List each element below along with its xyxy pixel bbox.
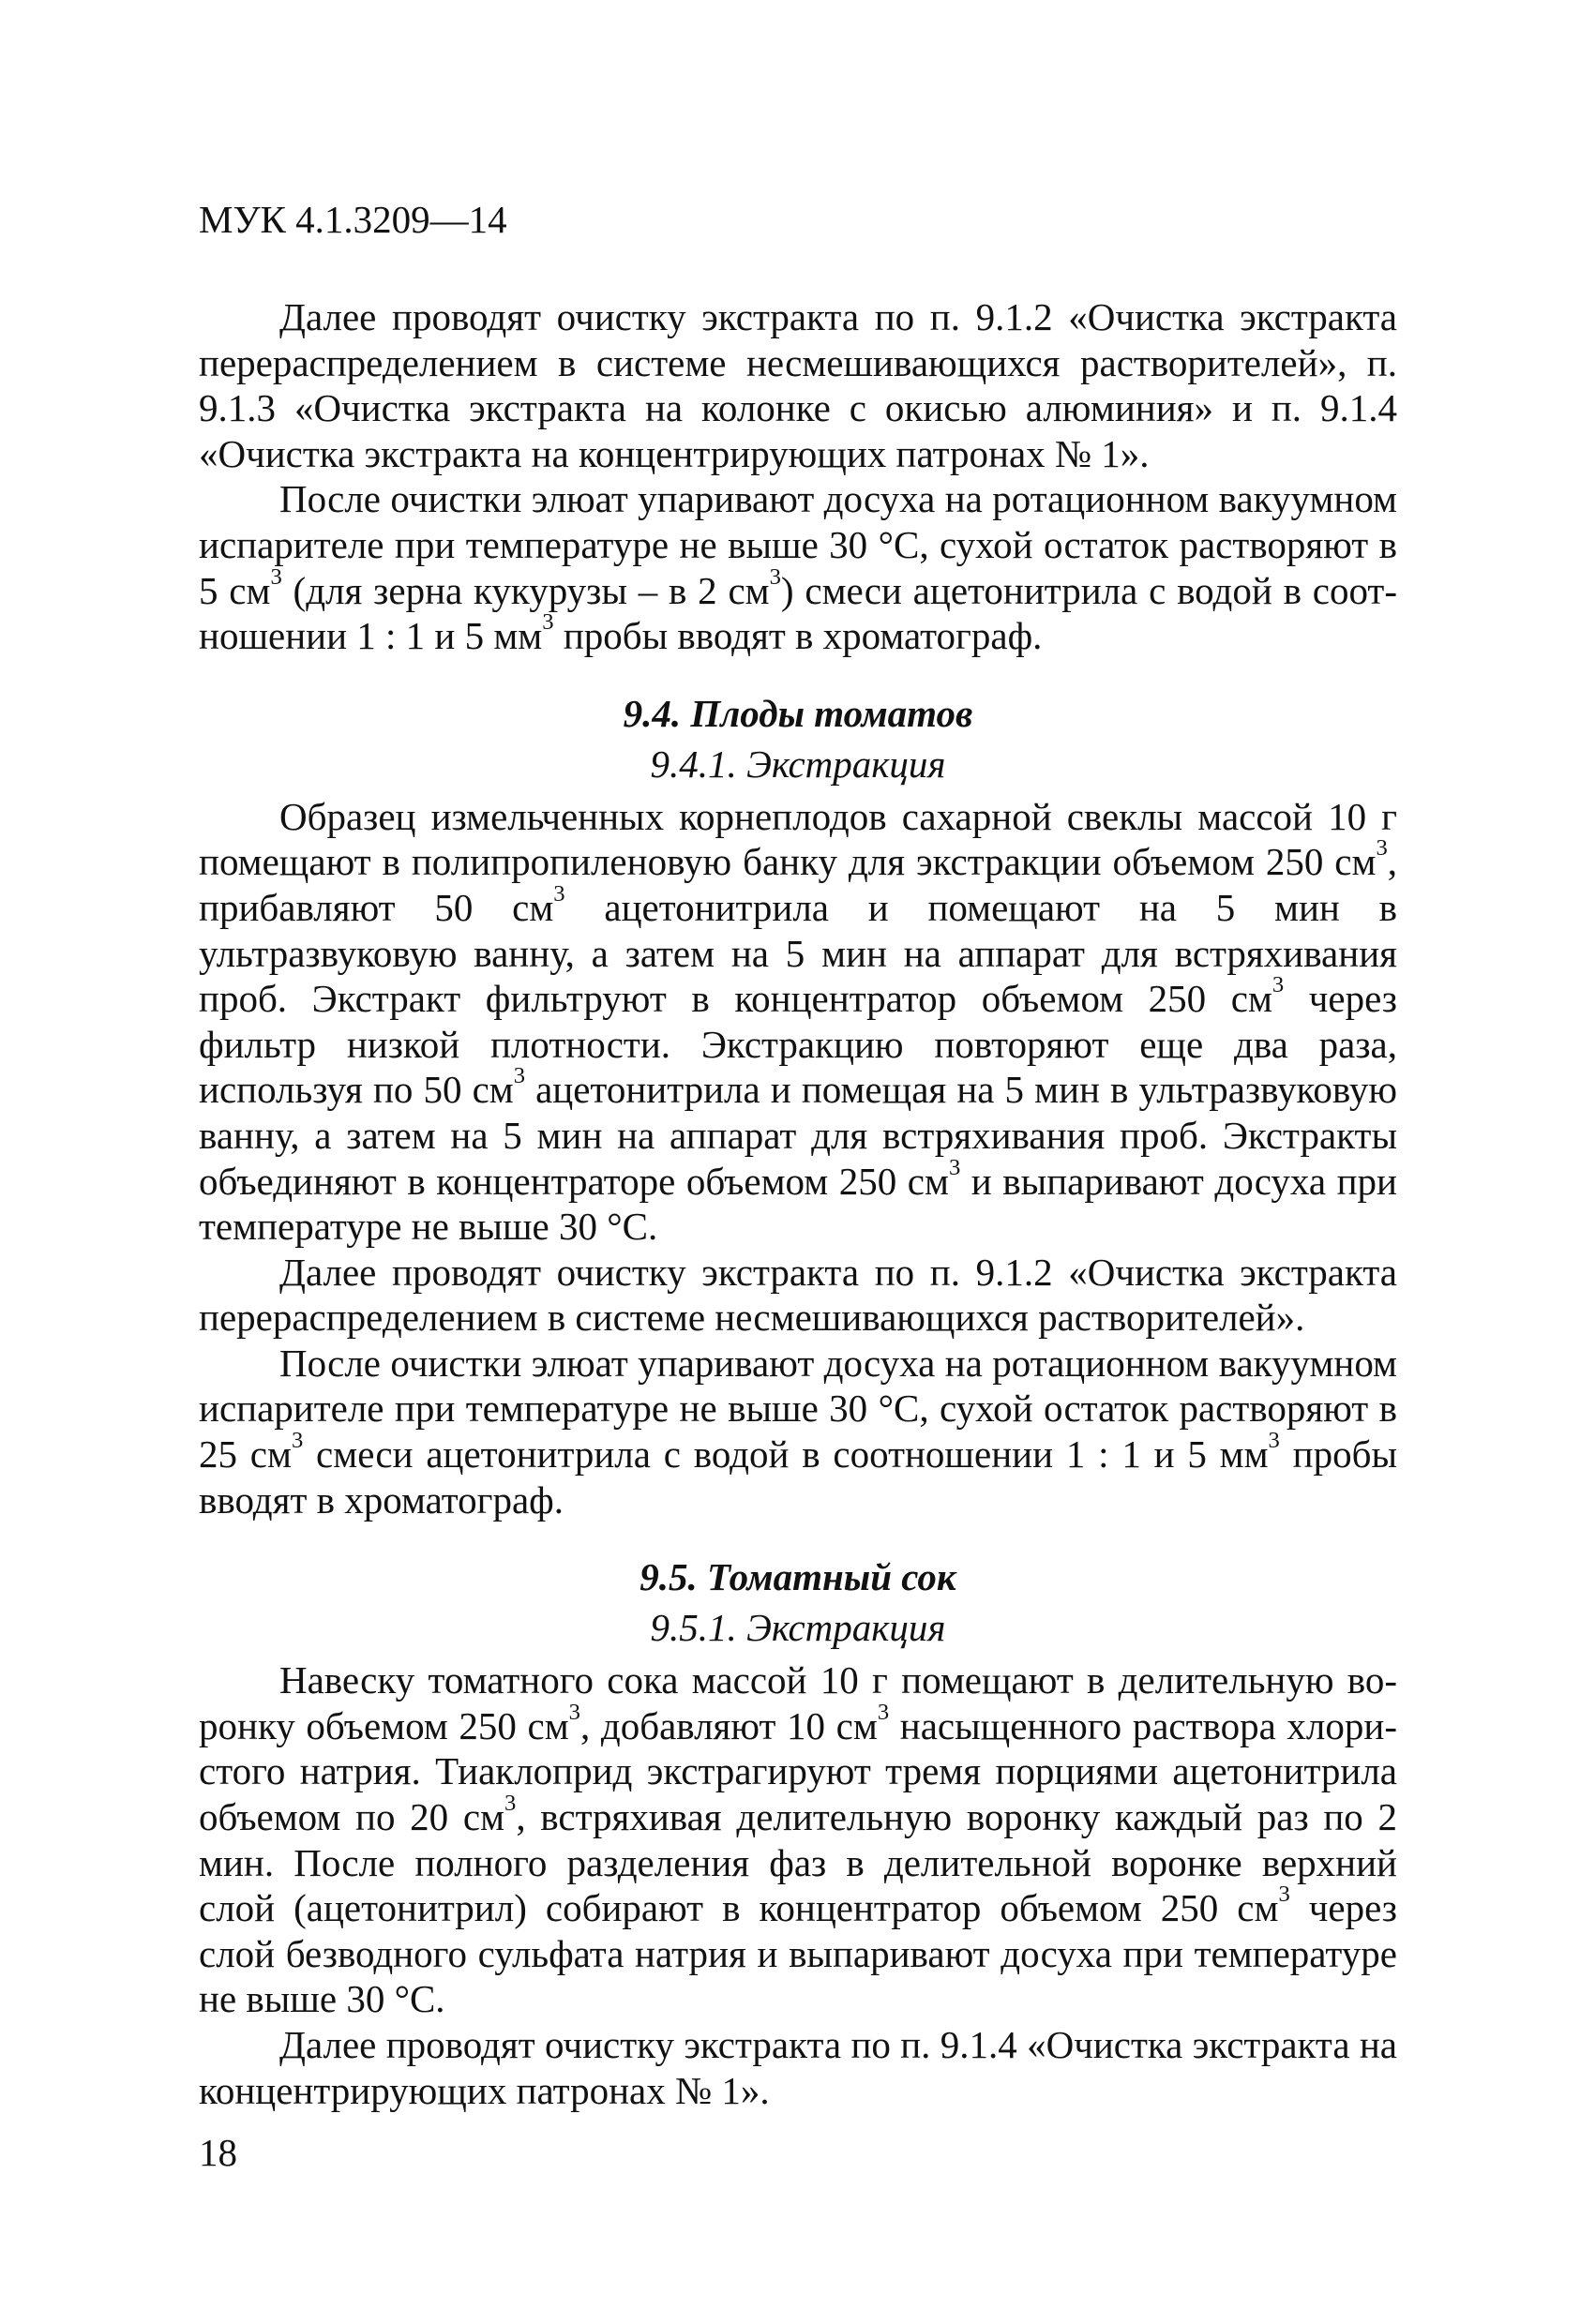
document-page xyxy=(199,197,1397,2113)
paragraph: После очистки элюат упаривают досуха на ротационном вакуумном испарителе при температуре не выше 30 °С, сухой остаток растворяют в 5 $см^3$ (для зерна кукурузы – в 2 $см^3$) смеси ацетонитрила с водой в соотношении 1 : 1 и 5 $мм^3$ пробы вводят в хроматограф. xyxy=(199,477,1397,658)
paragraph: Образец измельченных корнеплодов сахарной свеклы массой 10 г помещают в полипропиленовую банку для экстракции объемом 250 $см^3$, прибавляют 50 $см^3$ ацетонитрила и помещают на 5 мин в ультразвуковую ванну, а затем на 5 мин на аппарат для встряхивания проб. Экстракт фильтруют в концентратор объемом 250 $см^3$ через фильтр низкой плотности. Экстракцию повторяют еще два раза, используя по 50 $см^3$ ацетонитрила и помещая на 5 мин в ультразвуковую ванну, а затем на 5 мин на аппарат для встряхивания проб. Экстракты объединяют в концентраторе объемом 250 $см^3$ и выпаривают досуха при температуре не выше 30 °С. xyxy=(199,794,1397,1249)
paragraph: После очистки элюат упаривают досуха на ротационном вакуумном испарителе при температуре не выше 30 °С, сухой остаток растворяют в 25 $см^3$ смеси ацетонитрила с водой в соотношении 1 : 1 и 5 $мм^3$ пробы вводят в хроматограф. xyxy=(199,1341,1397,1522)
section-title: 9.5. Томатный сок xyxy=(640,1555,956,1599)
page-number: 18 xyxy=(199,2131,237,2174)
paragraph: Далее проводят очистку экстракта по п. 9.1.2 «Очистка экстракта перераспределением в системе несмешивающихся растворителей». xyxy=(199,1250,1397,1340)
paragraph: Далее проводят очистку экстракта по п. 9.1.2 «Очистка экстракта перераспределением в системе несмешивающихся растворителей», п. 9.1.3 «Очистка экстракта на колонке с окисью алюминия» и п. 9.1.4 «Очистка экстракта на концентрирующих патронах № 1». xyxy=(199,295,1397,475)
subsection-title: 9.4.1. Экстракция xyxy=(650,742,946,786)
document-header: МУК 4.1.3209—14 xyxy=(199,198,507,241)
section-title: 9.4. Плоды томатов xyxy=(623,691,973,735)
subsection-title: 9.5.1. Экстракция xyxy=(650,1606,946,1650)
paragraph: Далее проводят очистку экстракта по п. 9.1.4 «Очистка экстракта на концентрирующих патронах № 1». xyxy=(199,2023,1397,2112)
paragraph: Навеску томатного сока массой 10 г помещают в делительную воронку объемом 250 $см^3$, добавляют 10 $см^3$ насыщенного раствора хлористого натрия. Тиаклоприд экстрагируют тремя порциями ацетонитрила объемом по 20 $см^3$, встряхивая делительную воронку каждый раз по 2 мин. После полного разделения фаз в делительной воронке верхний слой (ацетонитрил) собирают в концентратор объемом 250 $см^3$ через слой безводного сульфата натрия и выпаривают досуха при температуре не выше 30 °С. xyxy=(199,1658,1398,2021)
